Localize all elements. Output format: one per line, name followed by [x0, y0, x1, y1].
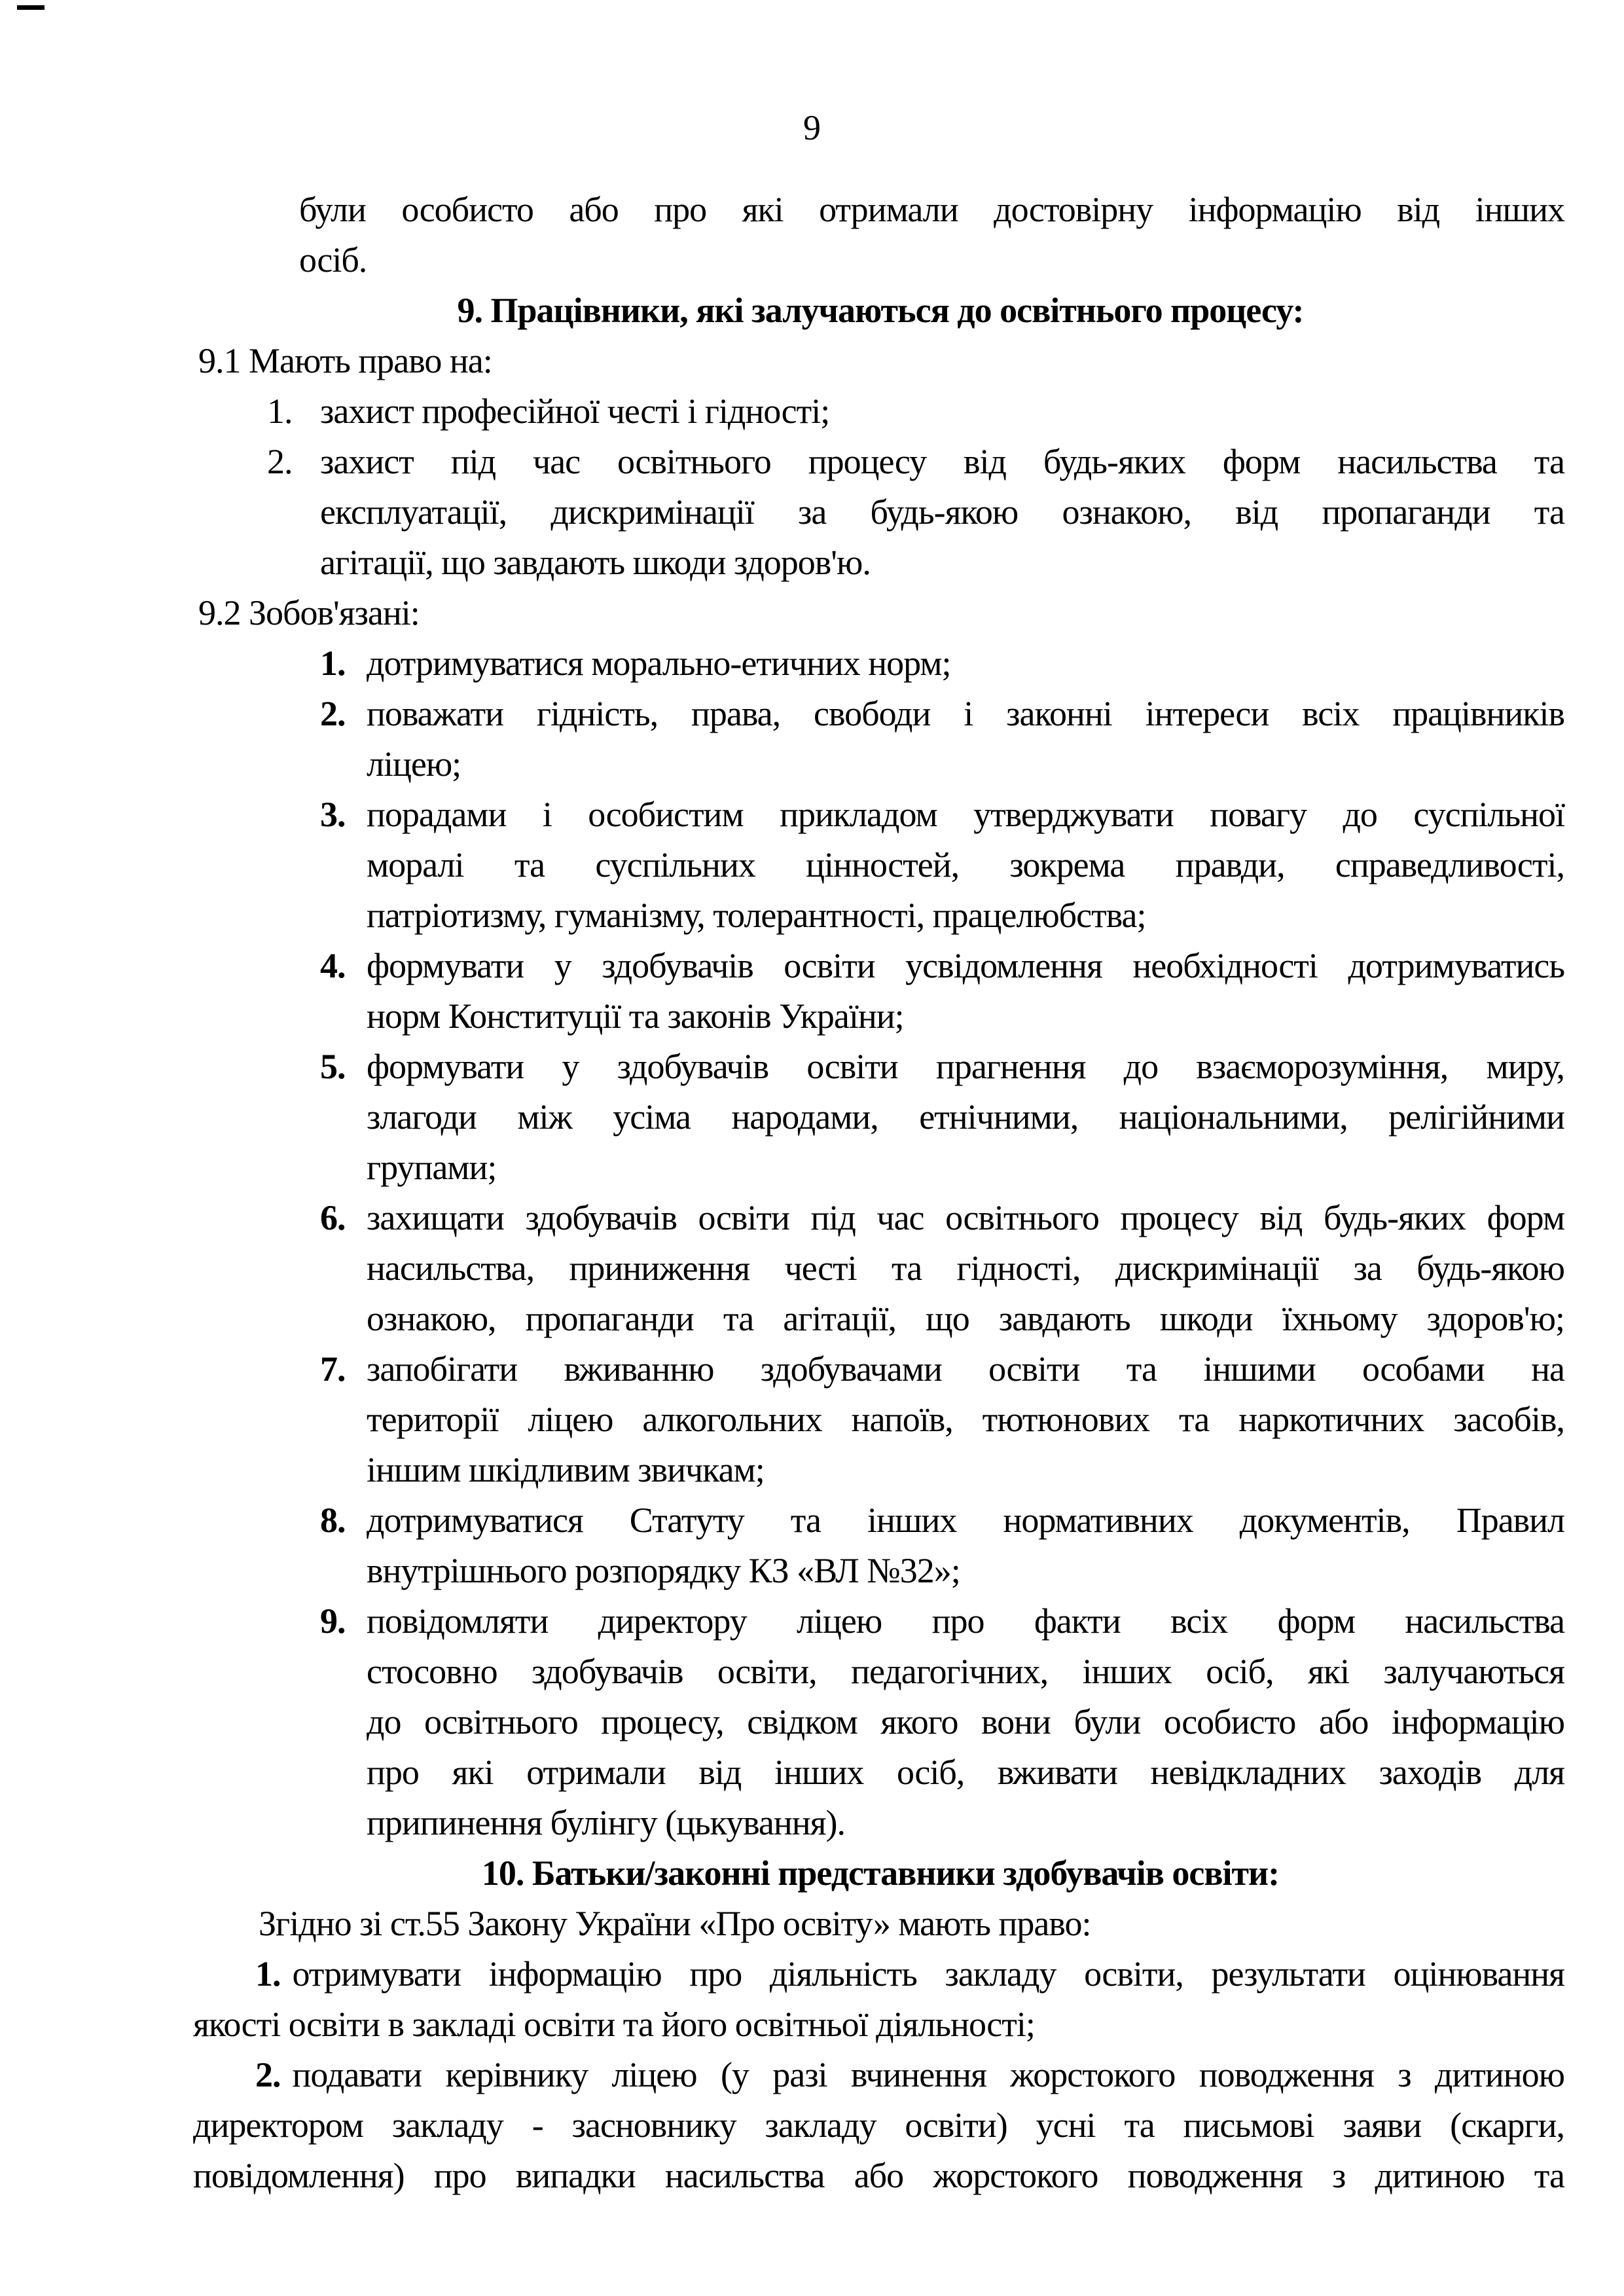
item-line: повідомляти директору ліцею про факти всіх форм насильства [367, 1601, 1564, 1641]
item-line: повідомлення) про випадки насильства або жорстокого поводження з дитиною та [193, 2156, 1564, 2195]
item-number: 5. [320, 1047, 346, 1086]
subsection-9-1-label: 9.1 Мають право на: [198, 341, 492, 380]
page-number: 9 [803, 108, 821, 147]
item-line: дотримуватися морально-етичних норм; [367, 644, 951, 683]
item-line: про які отримали від інших осіб, вживати невідкладних заходів для [367, 1753, 1564, 1792]
paragraph-line: осіб. [299, 240, 367, 280]
item-number: 6. [320, 1198, 346, 1237]
item-line: стосовно здобувачів освіти, педагогічних, інших осіб, які залучаються [367, 1652, 1564, 1691]
item-line: захищати здобувачів освіти під час освітнього процесу від будь-яких форм [367, 1198, 1564, 1237]
item-number: 2. [320, 694, 346, 733]
paragraph-line: Згідно зі ст.55 Закону України «Про освіту» мають право: [259, 1904, 1091, 1943]
item-number: 1. [267, 392, 293, 431]
item-number: 7. [320, 1349, 346, 1389]
item-text: подавати керівнику ліцею (у разі вчинення жорстокого поводження з дитиною [292, 2055, 1564, 2094]
item-line: норм Конституції та законів України; [367, 996, 904, 1036]
item-line: запобігати вживанню здобувачами освіти та іншими особами на [367, 1349, 1564, 1389]
item-line: території ліцею алкогольних напоїв, тютюнових та наркотичних засобів, [367, 1400, 1564, 1439]
item-number: 1. [255, 1954, 281, 1994]
item-line: ліцею; [367, 744, 461, 784]
item-number: 1. [320, 644, 346, 683]
item-number: 3. [320, 795, 346, 834]
item-line: злагоди між усіма народами, етнічними, національними, релігійними [367, 1097, 1564, 1137]
item-line: дотримуватися Статуту та інших нормативних документів, Правил [367, 1501, 1564, 1540]
item-line: захист під час освітнього процесу від будь-яких форм насильства та [320, 442, 1564, 481]
item-line: захист професійної честі і гідності; [320, 392, 830, 431]
section-9-heading: 9. Працівники, які залучаються до освітнього процесу: [457, 291, 1304, 330]
item-line: моралі та суспільних цінностей, зокрема правди, справедливості, [367, 845, 1564, 884]
item-line: патріотизму, гуманізму, толерантності, працелюбства; [367, 896, 1146, 935]
item-line [255, 2050, 1564, 2100]
item-line: ознакою, пропаганди та агітації, що завдають шкоди їхньому здоров'ю; [367, 1299, 1564, 1338]
item-number: 4. [320, 946, 346, 985]
paragraph-line: були особисто або про які отримали достовірну інформацію від інших [299, 190, 1564, 229]
item-line: внутрішнього розпорядку КЗ «ВЛ №32»; [367, 1551, 960, 1590]
item-line: іншим шкідливим звичкам; [367, 1450, 765, 1489]
item-line: формувати у здобувачів освіти усвідомлення необхідності дотримуватись [367, 946, 1564, 985]
item-line: припинення булінгу (цькування). [367, 1803, 845, 1842]
item-number: 2. [255, 2055, 281, 2094]
section-10-heading: 10. Батьки/законні представники здобувачів освіти: [481, 1853, 1280, 1893]
item-line: експлуатації, дискримінації за будь-якою ознакою, від пропаганди та [320, 492, 1564, 532]
item-text: отримувати інформацію про діяльність закладу освіти, результати оцінювання [292, 1954, 1564, 1994]
item-line: якості освіти в закладі освіти та його освітньої діяльності; [193, 2005, 1035, 2044]
item-line: директором закладу - засновнику закладу освіти) усні та письмові заяви (скарги, [193, 2105, 1564, 2145]
item-number: 2. [267, 442, 293, 481]
item-number: 8. [320, 1501, 346, 1540]
subsection-9-2-label: 9.2 Зобов'язані: [198, 593, 420, 632]
item-line: до освітнього процесу, свідком якого вони були особисто або інформацію [367, 1702, 1564, 1741]
item-line: формувати у здобувачів освіти прагнення до взаєморозуміння, миру, [367, 1047, 1564, 1086]
scan-artifact [17, 5, 45, 10]
item-line: групами; [367, 1148, 497, 1187]
item-line: насильства, приниження честі та гідності, дискримінації за будь-якою [367, 1248, 1564, 1288]
item-line: поважати гідність, права, свободи і законні інтереси всіх працівників [367, 694, 1564, 733]
item-number: 9. [320, 1601, 346, 1641]
item-line [255, 1949, 1564, 1999]
item-line: агітації, що завдають шкоди здоров'ю. [320, 543, 871, 582]
item-line: порадами і особистим прикладом утверджувати повагу до суспільної [367, 795, 1564, 834]
